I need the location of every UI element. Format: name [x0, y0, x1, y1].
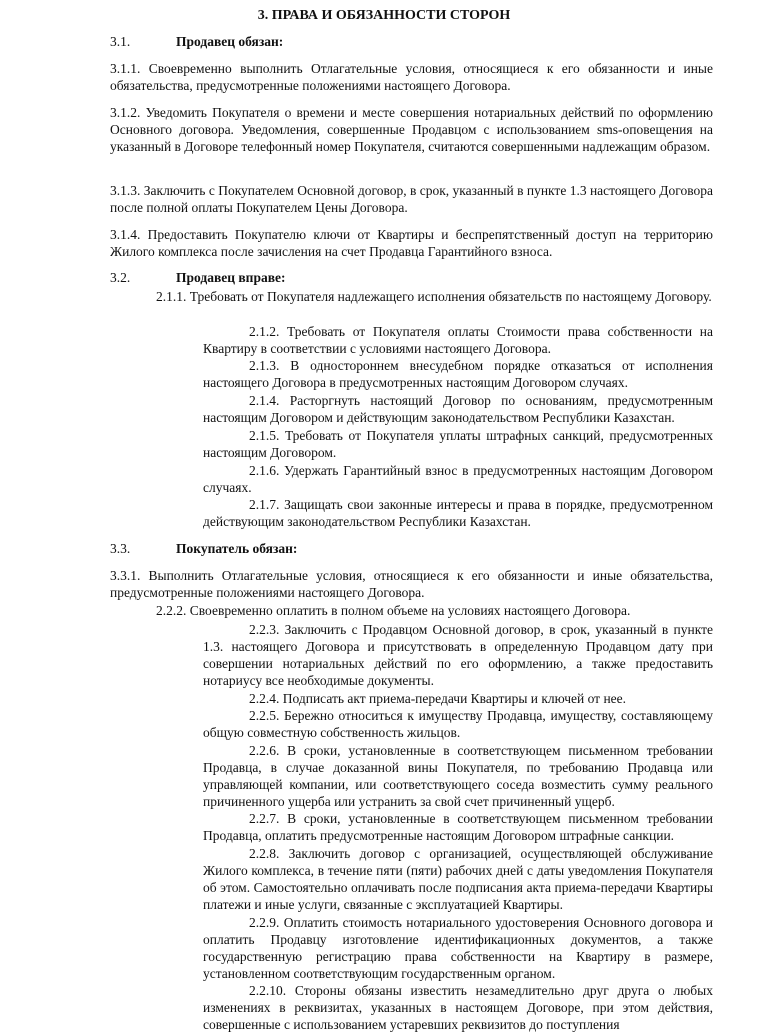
- clause-2-2-9: 2.2.9. Оплатить стоимость нотариального удостоверения Основного договора и оплатить Продавцу изготовление идентификационных документов, а также государственную регистрацию права собственности на Квартиру в размере, установленном соответствующим государственным органом.: [203, 915, 713, 981]
- subsection-number: 3.3.: [110, 541, 131, 556]
- subsection-title: Продавец обязан:: [176, 34, 284, 49]
- clause-text: Требовать от Покупателя надлежащего исполнения обязательств по настоящему Договору.: [189, 289, 712, 304]
- clause-2-2-4: 2.2.4. Подписать акт приема-передачи Квартиры и ключей от нее.: [249, 691, 627, 706]
- clause-2-1-5: 2.1.5. Требовать от Покупателя уплаты штрафных санкций, предусмотренных настоящим Договором.: [203, 428, 713, 460]
- clause-3-1-1: 3.1.1. Своевременно выполнить Отлагательные условия, относящиеся к его обязанности и иные обязательства, предусмотренные положениями настоящего Договора.: [110, 61, 713, 93]
- subsection-title: Покупатель обязан:: [176, 541, 298, 556]
- clause-2-2-7: 2.2.7. В сроки, установленные в соответствующем письменном требовании Продавца, оплатить предусмотренные настоящим Договором штрафные санкции.: [203, 811, 713, 843]
- subsection-number: 3.2.: [110, 270, 131, 285]
- clause-3-1-2: 3.1.2. Уведомить Покупателя о времени и месте совершения нотариальных действий по оформлению Основного договора. Уведомления, совершенные Продавцом с использованием sms-оповещения на указанный в Договоре телефонный номер Покупателя, считаются совершенными надлежащим образом.: [110, 105, 713, 154]
- clause-2-2-5: 2.2.5. Бережно относиться к имуществу Продавца, имуществу, составляющему общую совместную собственность жильцов.: [203, 708, 713, 740]
- subsection-title: Продавец вправе:: [176, 270, 286, 285]
- subsection-3-2-title: [110, 269, 286, 286]
- clause-2-2-6: 2.2.6. В сроки, установленные в соответствующем письменном требовании Продавца, в случае доказанной вины Покупателя, по требованию Продавца или управляющей компании, или соответствующего соседа возместить сумму реального причиненного ущерба или устранить за свой счет причиненный ущерб.: [203, 743, 713, 809]
- clause-number: 2.1.1.: [156, 289, 187, 304]
- clause-2-1-1: [156, 288, 713, 305]
- clause-3-1-3: 3.1.3. Заключить с Покупателем Основной договор, в срок, указанный в пункте 1.3 настоящего Договора после полной оплаты Покупателем Цены Договора.: [110, 183, 713, 215]
- clause-2-2-8: 2.2.8. Заключить договор с организацией, осуществляющей обслуживание Жилого комплекса, в течение пяти (пяти) рабочих дней с даты уведомления Покупателя об этом. Самостоятельно оплачивать после подписания акта приема-передачи Квартиры платежи и иные услуги, связанные с эксплуатацией Квартиры.: [203, 846, 713, 912]
- subsection-3-1-title: [110, 33, 283, 50]
- section-heading: 3. ПРАВА И ОБЯЗАННОСТИ СТОРОН: [257, 8, 511, 23]
- clause-2-2-3: 2.2.3. Заключить с Продавцом Основной договор, в срок, указанный в пункте 1.3. настоящего Договора и присутствовать в определенную Продавцом дату при совершении нотариальных действий по его оформлению, а также предоставить нотариусу все необходимые документы.: [203, 622, 713, 688]
- clause-text: Своевременно оплатить в полном объеме на условиях настоящего Договора.: [189, 603, 631, 618]
- clause-number: 2.2.2.: [156, 603, 187, 618]
- subsection-number: 3.1.: [110, 34, 131, 49]
- clause-2-1-2: 2.1.2. Требовать от Покупателя оплаты Стоимости права собственности на Квартиру в соответствии с условиями настоящего Договора.: [203, 324, 713, 356]
- clause-2-2-10: 2.2.10. Стороны обязаны известить незамедлительно друг друга о любых изменениях в реквизитах, указанных в настоящем Договоре, при этом действия, совершенные с использованием устаревших реквизитов до поступления: [203, 983, 713, 1032]
- clause-3-1-4: 3.1.4. Предоставить Покупателю ключи от Квартиры и беспрепятственный доступ на территорию Жилого комплекса после зачисления на счет Продавца Гарантийного взноса.: [110, 227, 713, 259]
- clause-2-1-6: 2.1.6. Удержать Гарантийный взнос в предусмотренных настоящим Договором случаях.: [203, 463, 713, 495]
- clause-3-3-1: 3.3.1. Выполнить Отлагательные условия, относящиеся к его обязанности и иные обязательства, предусмотренные положениями настоящего Договора.: [110, 568, 713, 600]
- clause-2-2-2: [156, 602, 713, 619]
- clause-2-1-4: 2.1.4. Расторгнуть настоящий Договор по основаниям, предусмотренным настоящим Договором и действующим законодательством Республики Казахстан.: [203, 393, 713, 425]
- clause-2-1-7: 2.1.7. Защищать свои законные интересы и права в порядке, предусмотренном действующим законодательством Республики Казахстан.: [203, 497, 713, 529]
- clause-2-1-3: 2.1.3. В одностороннем внесудебном порядке отказаться от исполнения настоящего Договора в предусмотренных настоящим Договором случаях.: [203, 358, 713, 390]
- subsection-3-3-title: [110, 540, 297, 557]
